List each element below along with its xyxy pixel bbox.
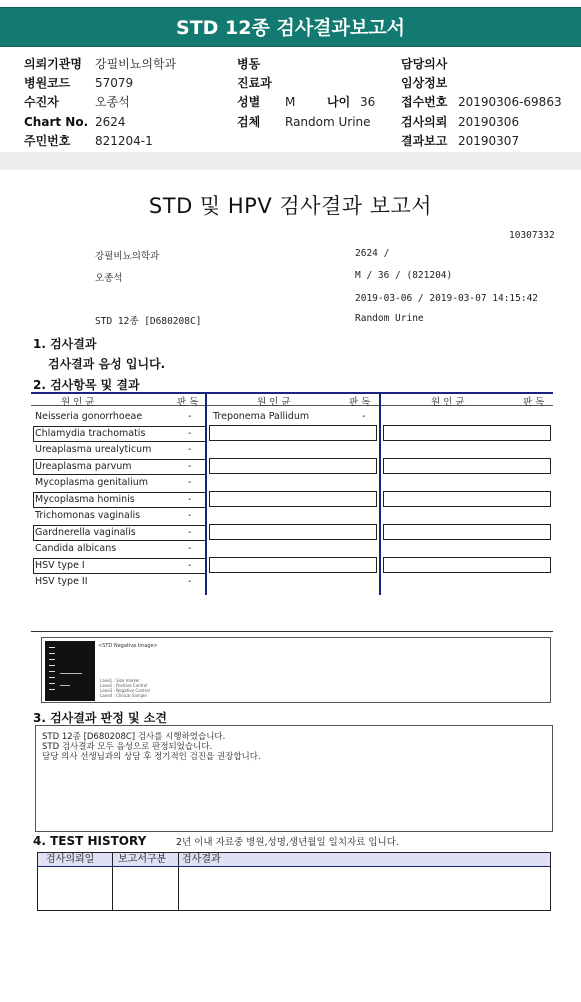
report-patient: 오종석 (95, 273, 123, 284)
report-date-label: 결과보고 (401, 134, 448, 148)
age-label: 나이 (327, 95, 351, 109)
pathogen-result: - (188, 559, 192, 571)
dept-label: 진료과 (237, 76, 272, 90)
section4-title: 4. TEST HISTORY (33, 834, 147, 848)
list-item (209, 409, 379, 425)
report-specimen: Random Urine (355, 313, 424, 324)
opinion-line-3: 담당 의사 선생님과의 상담 후 정기적인 검진을 권장합니다. (42, 752, 261, 762)
resident-value: 821204-1 (95, 134, 153, 148)
history-col-result: 검사결과 (182, 854, 221, 865)
chart-label: Chart No. (24, 115, 89, 129)
pathogen-result: - (188, 543, 192, 554)
list-item (31, 459, 205, 475)
pathogen-result: - (188, 444, 192, 455)
section2-title: 2. 검사항목 및 결과 (33, 378, 140, 392)
ward-label: 병동 (237, 57, 261, 71)
opinion-box (35, 725, 553, 832)
gel-image (45, 641, 95, 701)
separator-bar (0, 152, 581, 170)
pathogen-name: Treponema Pallidum (213, 411, 310, 422)
divider-line (31, 631, 553, 632)
sex-value: M (285, 95, 296, 109)
history-note: 2년 이내 자료중 병원,성명,생년월일 일치자료 입니다. (176, 837, 399, 848)
empty-cell (209, 458, 377, 474)
recipient-label: 수진자 (24, 95, 59, 109)
pathogen-name: Gardnerella vaginalis (35, 526, 136, 538)
doctor-label: 담당의사 (401, 57, 448, 71)
empty-cell (383, 425, 551, 441)
age-value: 36 (360, 95, 376, 109)
pathogen-result: - (188, 477, 192, 488)
list-item (31, 409, 205, 425)
gel-legend-4: Lane4 : Clinical Sample (100, 693, 147, 698)
specimen-value: Random Urine (285, 115, 371, 129)
pathogen-name: HSV type I (35, 559, 85, 571)
empty-cell (383, 458, 551, 474)
history-divider-1 (112, 853, 113, 910)
list-item (31, 426, 205, 442)
report-code: 10307332 (509, 230, 555, 241)
gel-legend-2: Lane2 : Positive Control (100, 683, 148, 688)
request-label: 검사의뢰 (401, 115, 448, 129)
report-date-value: 20190307 (458, 134, 520, 148)
section1-title: 1. 검사결과 (33, 337, 97, 351)
pathogen-result: - (188, 460, 192, 472)
pathogen-name: Neisseria gonorrhoeae (35, 411, 143, 422)
report-title-bar: STD 12종 검사결과보고서 (0, 7, 581, 47)
results-head-1 (31, 392, 205, 406)
list-item (31, 442, 205, 458)
gel-legend-3: Lane3 : Negative Control (100, 688, 150, 693)
section3-title: 3. 검사결과 판정 및 소견 (33, 711, 167, 725)
clinical-label: 임상정보 (401, 76, 448, 90)
list-item (31, 492, 205, 508)
empty-cell (209, 557, 377, 573)
pathogen-result: - (188, 526, 192, 538)
receipt-label: 접수번호 (401, 95, 448, 109)
col-divider-2 (379, 392, 381, 595)
pathogen-result: - (188, 427, 192, 439)
report-heading: STD 및 HPV 검사결과 보고서 (148, 194, 433, 218)
list-item (31, 558, 205, 574)
list-item (31, 541, 205, 557)
col-result-3: 판 독 (523, 397, 545, 408)
col-pathogen-2: 원 인 균 (257, 397, 291, 408)
pathogen-result: - (188, 510, 192, 521)
col-divider-1 (205, 392, 207, 595)
empty-cell (383, 491, 551, 507)
pathogen-name: Ureaplasma urealyticum (35, 444, 152, 455)
opinion-line-1: STD 12종 [D680208C] 검사를 시행하였습니다. (42, 732, 226, 742)
list-item (31, 574, 205, 590)
pathogen-name: Mycoplasma genitalium (35, 477, 149, 488)
empty-cell (209, 425, 377, 441)
empty-cell (209, 491, 377, 507)
report-chart-line: 2624 / (355, 248, 390, 259)
col-pathogen-3: 원 인 균 (431, 397, 465, 408)
gel-image-panel (41, 637, 551, 703)
report-institution: 강필비뇨의학과 (95, 251, 160, 262)
results-head-3 (381, 392, 553, 406)
receipt-value: 20190306-69863 (458, 95, 562, 109)
pathogen-name: Ureaplasma parvum (35, 460, 132, 472)
sex-label: 성별 (237, 95, 261, 109)
opinion-line-2: STD 검사결과 모두 음성으로 판정되었습니다. (42, 742, 213, 752)
history-table (37, 852, 551, 911)
list-item (31, 508, 205, 524)
pathogen-result: - (188, 493, 192, 505)
report-dates: 2019-03-06 / 2019-03-07 14:15:42 (355, 293, 539, 304)
recipient-value: 오종석 (95, 95, 130, 109)
pathogen-name: Candida albicans (35, 543, 117, 554)
institution-value: 강필비뇨의학과 (95, 57, 177, 71)
gel-legend-1: Lane1 : Size marker (100, 678, 140, 683)
history-col-report-type: 보고서구분 (118, 854, 167, 865)
pathogen-name: Chlamydia trachomatis (35, 427, 146, 439)
col-result-1: 판 독 (177, 397, 199, 408)
request-value: 20190306 (458, 115, 520, 129)
history-header (38, 853, 550, 867)
chart-value: 2624 (95, 115, 126, 129)
empty-cell (383, 524, 551, 540)
list-item (31, 475, 205, 491)
empty-cell (209, 524, 377, 540)
hospital-code-label: 병원코드 (24, 76, 71, 90)
results-table (31, 392, 553, 595)
pathogen-result: - (188, 576, 192, 587)
report-sex-age: M / 36 / (821204) (355, 270, 453, 281)
resident-label: 주민번호 (24, 134, 71, 148)
section1-summary: 검사결과 음성 입니다. (48, 357, 166, 371)
list-item (31, 525, 205, 541)
empty-cell (383, 557, 551, 573)
history-col-request-date: 검사의뢰일 (46, 854, 95, 865)
pathogen-name: Mycoplasma hominis (35, 493, 135, 505)
pathogen-result: - (362, 411, 366, 422)
report-test-code: STD 12종 [D680208C] (95, 316, 202, 327)
institution-label: 의뢰기관명 (24, 57, 82, 71)
specimen-label: 검체 (237, 115, 261, 129)
pathogen-name: Trichomonas vaginalis (35, 510, 141, 521)
pathogen-name: HSV type II (35, 576, 88, 587)
results-head-2 (207, 392, 379, 406)
col-pathogen-1: 원 인 균 (61, 397, 95, 408)
gel-image-caption: <STD Negative Image> (98, 643, 158, 649)
history-divider-2 (178, 853, 179, 910)
col-result-2: 판 독 (349, 397, 371, 408)
pathogen-result: - (188, 411, 192, 422)
hospital-code-value: 57079 (95, 76, 134, 90)
